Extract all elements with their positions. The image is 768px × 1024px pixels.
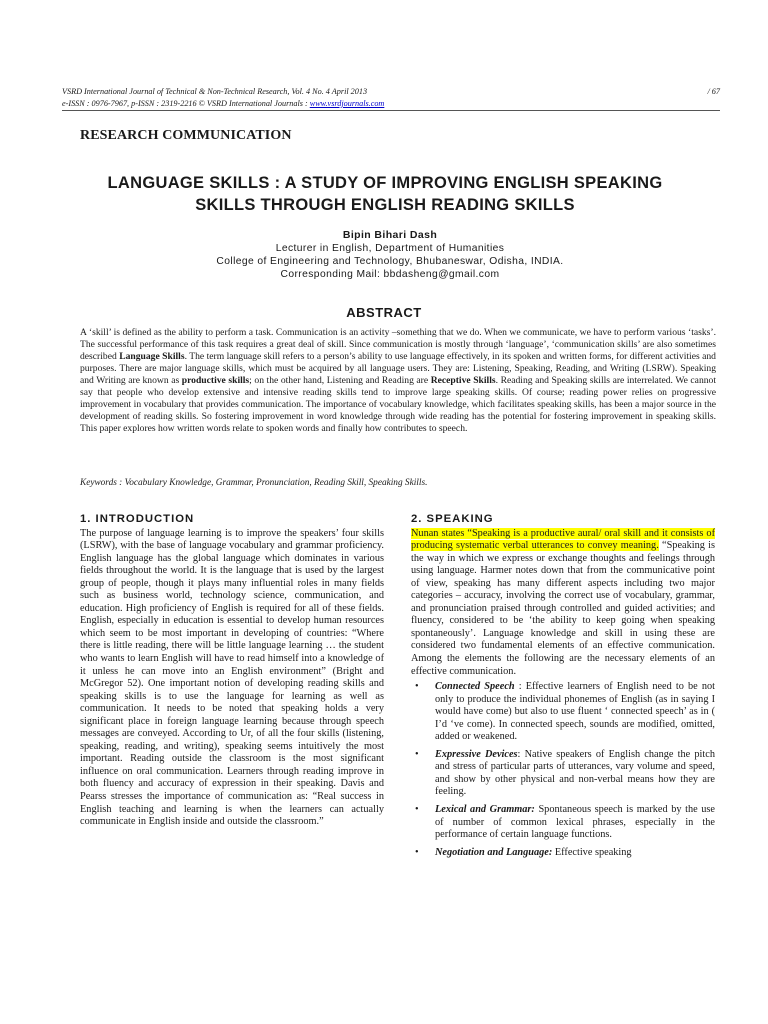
page-ref: / 67 <box>707 87 720 96</box>
list-item-term: Lexical and Grammar: <box>435 804 535 816</box>
bullet-icon: • <box>415 748 419 760</box>
bullet-icon: • <box>415 846 419 858</box>
introduction-text: The purpose of language learning is to improve the speakers’ four skills (LSRW), with the base of language vocabulary and grammar proficiency. English language has the global language which dominates in various fields throughout the world. It is the language that is used by the largest group of people, though it plays many influential roles in many fields such as business world, technology science, communication, and education. High proficiency of English is required for all of these fields. English, especially in education is essential to develop human resources which seem to be most important in developing of countries: “Where there is little reading, there will be little language learning … the student who wants to learn English will have to read himself into a knowledge of it unless he can move into an English environment” (Bright and McGregor 52). One important notion of developing reading skills and speaking skills is to use the language for learning as well as communication. It needs to be noted that speaking holds a very significant place in foreign language learning because through speech messages are conveyed. According to Ur, of all the four skills (listening, speaking, reading, and writing), speaking seems intuitively the most important. Reading outside the classroom is the most significant influence on oral communication. Learners through reading improve in both fluency and accuracy of expression in their speaking. Davis and Pearss stresses the importance of communication as: “Real success in English teaching and learning is when the learners can actually communicate in English inside and outside the classroom.” <box>80 527 384 828</box>
list-item-text: Spontaneous speech is marked by the use of number of common lexical phrases, especially in the performance of certain language functions. <box>435 804 715 841</box>
author-position: Lecturer in English, Department of Humanities <box>275 243 505 254</box>
bullet-icon: • <box>415 804 419 816</box>
speaking-text: “Speaking is the way in which we express or exchange thoughts and feelings through using language. Harmer notes down that from the communicative point of view, speaking has many different aspects including two major categories – accuracy, involving the correct use of vocabulary, grammar, and pronunciation praised through controlled and guided activities; and fluency, considered to be ‘the ability to keep going when speaking spontaneously’. Language knowledge and skill in using these are considered two fundamental elements of an effective communication. Among the elements the following are the necessary elements of an effective communication. <box>411 540 715 677</box>
author-mail: Corresponding Mail: bbdasheng@gmail.com <box>280 269 500 280</box>
abstract-bold-1: Language Skills <box>119 351 185 363</box>
keywords: Keywords : Vocabulary Knowledge, Grammar, Pronunciation, Reading Skill, Speaking Skills. <box>80 478 428 488</box>
abstract-text-3: ; on the other hand, Listening and Reading are <box>249 375 431 387</box>
abstract-bold-3: Receptive Skills <box>430 375 496 387</box>
abstract-text-4: . Reading and Speaking skills are interrelated. We cannot say that people who develop extensive and intensive reading skills tend to improve large speaking skills. Of course; reading power relies on progressive improvement in vocabulary that provides communication. The importance of vocabulary knowledge, which facilitates speaking skills, has been a major source in the development of reading skills. So fostering improvement in word knowledge through wide reading has the potential for fostering improvement in speaking skills. This paper explores how written words relate to spoken words and finally how contributes to speech. <box>80 375 716 435</box>
list-item-term: Negotiation and Language: <box>435 846 553 858</box>
speaking-heading: 2. SPEAKING <box>411 513 494 525</box>
abstract-text-1: A ‘skill’ is defined as the ability to perform a task. Communication is an activity –something that we do. When we communicate, we have to perform various ‘tasks’. The successful performance of this task requires a great deal of skill. Since communication is mostly through ‘language’, ‘communication skills’ are also sometimes described <box>80 327 716 363</box>
header-rule <box>62 110 720 111</box>
list-item-term: Connected Speech <box>435 681 515 693</box>
paper-title <box>70 172 700 216</box>
highlighted-quote: Nunan states “Speaking is a productive aural/ oral skill and it consists of producing systematic verbal utterances to convey meaning. <box>411 527 715 552</box>
list-item <box>411 847 715 860</box>
list-item <box>411 749 715 799</box>
abstract-body <box>80 327 716 435</box>
list-item-text: : Effective learners of English need to be not only to produce the individual phonemes of English (as in saying I would have come) but also to use fluent ‘ connected speech’ as in ( I’d ‘ve come). In connected speech, sounds are modified, omitted, added or weakened. <box>435 681 715 743</box>
title-line-2: SKILLS THROUGH ENGLISH READING SKILLS <box>195 196 575 214</box>
author-name: Bipin Bihari Dash <box>342 229 438 241</box>
website-link[interactable]: www.vsrdjournals.com <box>309 98 385 108</box>
speaking-paragraph <box>411 528 715 679</box>
author-affiliation: College of Engineering and Technology, Bhubaneswar, Odisha, INDIA. <box>216 256 564 267</box>
list-item <box>411 804 715 842</box>
abstract-bold-2: productive skills <box>181 375 250 387</box>
list-item-text: Effective speaking <box>552 846 632 858</box>
section-label: RESEARCH COMMUNICATION <box>80 128 292 143</box>
speaking-section <box>411 513 715 864</box>
bullet-icon: • <box>415 681 419 693</box>
list-item-term: Expressive Devices <box>435 748 518 760</box>
abstract-heading: ABSTRACT <box>346 305 422 320</box>
running-header <box>62 86 720 109</box>
title-line-1: LANGUAGE SKILLS : A STUDY OF IMPROVING ENGLISH SPEAKING <box>107 174 663 192</box>
issn-line: e-ISSN : 0976-7967, p-ISSN : 2319-2216 © VSRD International Journals : <box>62 98 310 108</box>
author-block <box>120 229 660 281</box>
list-item <box>411 681 715 744</box>
list-item-text: : Native speakers of English change the pitch and stress of particular parts of utterances, vary volume and speed, and show by other physical and non-verbal means how they are feeling. <box>435 748 715 798</box>
journal-line: VSRD International Journal of Technical & Non-Technical Research, Vol. 4 No. 4 April 2013 <box>62 87 368 96</box>
introduction-section <box>80 513 384 829</box>
speaking-elements-list <box>411 681 715 859</box>
abstract-text-2: . The term language skill refers to a person’s ability to use language effectively, in its spoken and written forms, for different activities and purposes. There are major language skills, which must be acquired by all language users. They are: Listening, Speaking, Reading, and Writing (LSRW). Speaking and Writing are known as <box>80 351 716 387</box>
introduction-heading: 1. INTRODUCTION <box>80 513 195 525</box>
